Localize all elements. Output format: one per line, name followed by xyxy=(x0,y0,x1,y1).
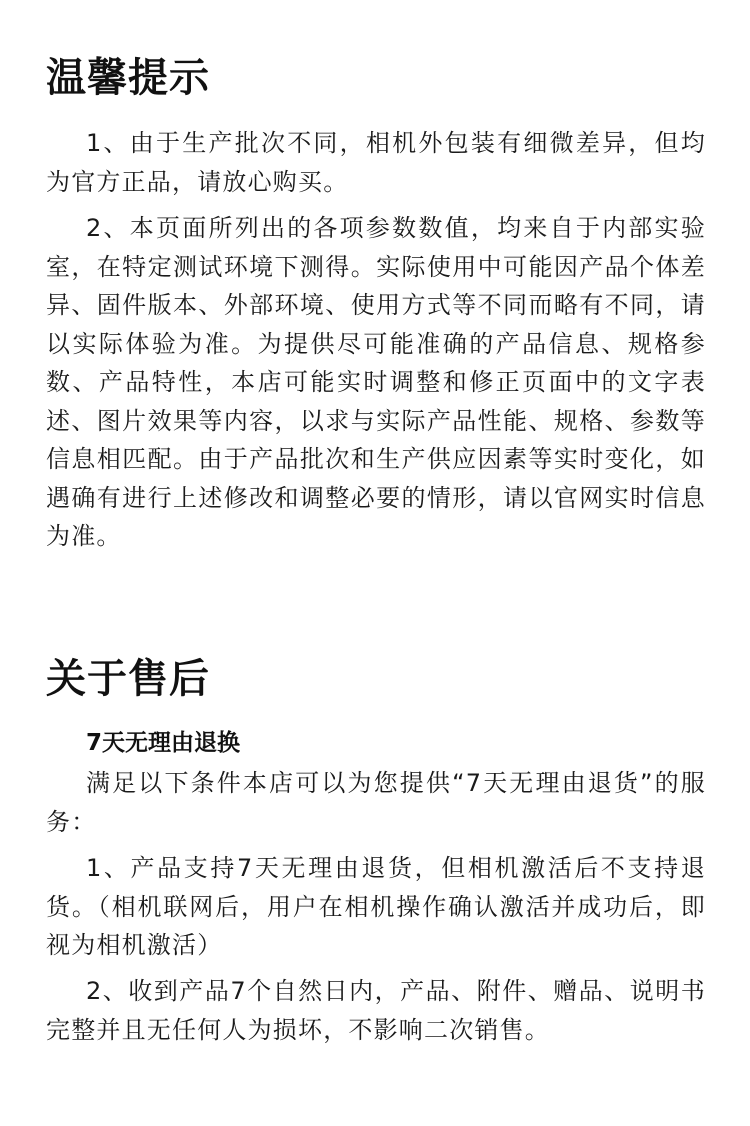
return-condition-2: 2、收到产品7个自然日内，产品、附件、赠品、说明书完整并且无任何人为损坏，不影响二次销售。 xyxy=(46,977,706,1044)
section-title-after-sales: 关于售后 xyxy=(46,656,210,702)
tip-paragraph-2: 2、本页面所列出的各项参数数值，均来自于内部实验室，在特定测试环境下测得。实际使用中可能因产品个体差异、固件版本、外部环境、使用方式等不同而略有不同，请以实际体验为准。为提供尽可能准确的产品信息、规格参数、产品特性，本店可能实时调整和修正页面中的文字表述、图片效果等内容，以求与实际产品性能、规格、参数等信息相匹配。由于产品批次和生产供应因素等实时变化，如遇确有进行上述修改和调整必要的情形，请以官网实时信息为准。 xyxy=(46,214,706,550)
section-title-tips: 温馨提示 xyxy=(46,55,210,101)
return-condition-1: 1、产品支持7天无理由退货，但相机激活后不支持退货。（相机联网后，用户在相机操作确认激活并成功后，即视为相机激活） xyxy=(46,854,706,959)
return-policy-subheading: 7天无理由退换 xyxy=(86,730,241,756)
tip-paragraph-1: 1、由于生产批次不同，相机外包装有细微差异，但均为官方正品，请放心购买。 xyxy=(46,129,706,196)
return-policy-intro: 满足以下条件本店可以为您提供“7天无理由退货”的服务： xyxy=(46,769,706,836)
